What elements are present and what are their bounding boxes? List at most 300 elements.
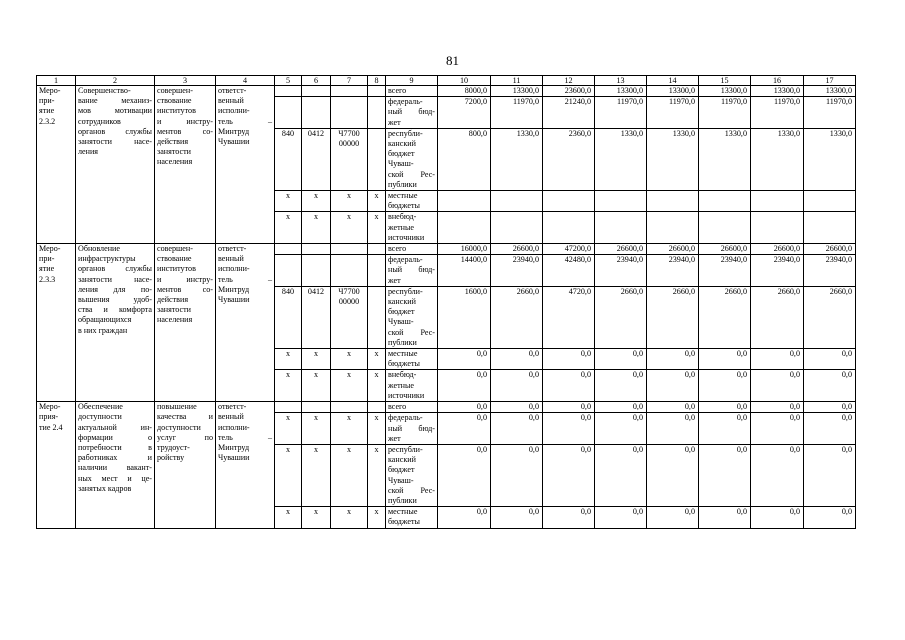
task-cell-line: ройству bbox=[157, 453, 185, 463]
column-number-1: 1 bbox=[37, 76, 76, 86]
amount-cell bbox=[647, 212, 699, 244]
funding-source-cell-line: канский bbox=[388, 455, 416, 465]
funding-source-cell-line: ской Рес- bbox=[388, 327, 435, 337]
task-cell-line: занятости bbox=[157, 147, 191, 157]
amount-cell: 13300,0 bbox=[699, 86, 751, 97]
column-number-14: 14 bbox=[647, 76, 699, 86]
amount-cell: 13300,0 bbox=[647, 86, 699, 97]
expense-type-cell: х bbox=[368, 507, 386, 528]
funding-source-cell-line: публики bbox=[388, 179, 417, 189]
goal-cell-line: органов службы bbox=[78, 264, 152, 274]
expense-type-cell bbox=[368, 97, 386, 129]
gr-code-cell: х bbox=[275, 444, 302, 506]
column-number-2: 2 bbox=[76, 76, 155, 86]
target-code-cell bbox=[331, 128, 368, 190]
amount-cell: 26600,0 bbox=[647, 244, 699, 255]
amount-cell bbox=[543, 191, 595, 212]
expense-type-cell: х bbox=[368, 349, 386, 370]
funding-source-cell bbox=[386, 86, 438, 97]
expense-type-cell bbox=[368, 244, 386, 255]
amount-cell: 0,0 bbox=[438, 402, 491, 413]
amount-cell: 0,0 bbox=[543, 507, 595, 528]
task-cell-line: ствование bbox=[157, 96, 192, 106]
amount-cell: 23600,0 bbox=[543, 86, 595, 97]
responsible-cell-line: Минтруд bbox=[218, 126, 250, 136]
target-code-cell bbox=[331, 507, 368, 528]
gr-code-cell: 840 bbox=[275, 286, 302, 348]
amount-cell: 2660,0 bbox=[595, 286, 647, 348]
responsible-cell-line: исполни- bbox=[218, 264, 250, 274]
responsible-cell-line: тель – bbox=[218, 116, 272, 126]
amount-cell bbox=[438, 191, 491, 212]
section-code-cell: х bbox=[302, 191, 331, 212]
funding-source-cell-line: местные bbox=[388, 349, 418, 359]
amount-cell: 0,0 bbox=[751, 507, 804, 528]
target-code-cell bbox=[331, 191, 368, 212]
amount-cell bbox=[543, 212, 595, 244]
responsible-cell-line: исполни- bbox=[218, 106, 250, 116]
target-code-cell-line: х bbox=[346, 413, 352, 423]
task-cell-line: ментов со- bbox=[157, 284, 213, 294]
funding-source-cell-line: бюджет bbox=[388, 307, 415, 317]
column-number-4: 4 bbox=[216, 76, 275, 86]
amount-cell: 0,0 bbox=[804, 370, 856, 402]
target-code-cell bbox=[331, 444, 368, 506]
funding-source-cell-line: Чуваш- bbox=[388, 475, 414, 485]
amount-cell: 0,0 bbox=[438, 349, 491, 370]
section-code-cell: х bbox=[302, 370, 331, 402]
amount-cell: 0,0 bbox=[804, 402, 856, 413]
funding-source-cell-line: бюджет bbox=[388, 149, 415, 159]
task-cell-line: населения bbox=[157, 315, 193, 325]
event-cell-line: ятие bbox=[39, 264, 55, 274]
goal-cell-line: ства и комфорта bbox=[78, 305, 152, 315]
amount-cell: 0,0 bbox=[699, 349, 751, 370]
amount-cell: 26600,0 bbox=[804, 244, 856, 255]
amount-cell: 0,0 bbox=[804, 444, 856, 506]
amount-cell: 0,0 bbox=[595, 370, 647, 402]
funding-source-cell bbox=[386, 286, 438, 348]
column-number-12: 12 bbox=[543, 76, 595, 86]
funding-source-cell-line: жетные bbox=[388, 222, 414, 232]
page-number: 81 bbox=[446, 53, 459, 68]
amount-cell: 13300,0 bbox=[751, 86, 804, 97]
amount-cell: 11970,0 bbox=[647, 97, 699, 129]
amount-cell: 0,0 bbox=[595, 413, 647, 445]
goal-cell-line: ления bbox=[78, 147, 99, 157]
column-number-5: 5 bbox=[275, 76, 302, 86]
task-cell-line: институтов bbox=[157, 106, 196, 116]
target-code-cell-line: х bbox=[346, 349, 352, 359]
amount-cell: 2660,0 bbox=[699, 286, 751, 348]
goal-cell-line: ных мест и це- bbox=[78, 473, 152, 483]
funding-source-cell bbox=[386, 212, 438, 244]
responsible-cell-line: Минтруд bbox=[218, 442, 250, 452]
task-cell bbox=[155, 86, 216, 244]
event-cell-line: при- bbox=[39, 96, 55, 106]
goal-cell-line: обращающихся bbox=[78, 315, 132, 325]
funding-source-cell-line: федераль- bbox=[388, 413, 423, 423]
responsible-cell-line: тель – bbox=[218, 274, 272, 284]
amount-cell: 0,0 bbox=[491, 349, 543, 370]
target-code-cell bbox=[331, 255, 368, 287]
funding-source-cell bbox=[386, 349, 438, 370]
amount-cell: 0,0 bbox=[491, 402, 543, 413]
event-cell-line: Меро- bbox=[39, 402, 61, 412]
funding-source-cell-line: публики bbox=[388, 337, 417, 347]
task-cell-line: услуг по bbox=[157, 432, 213, 442]
expense-type-cell bbox=[368, 86, 386, 97]
event-cell-line: тие 2.4 bbox=[39, 422, 63, 432]
expense-type-cell bbox=[368, 286, 386, 348]
gr-code-cell bbox=[275, 402, 302, 413]
amount-cell: 13300,0 bbox=[804, 86, 856, 97]
goal-cell bbox=[76, 402, 155, 528]
amount-cell: 23940,0 bbox=[751, 255, 804, 287]
amount-cell: 4720,0 bbox=[543, 286, 595, 348]
gr-code-cell bbox=[275, 255, 302, 287]
funding-source-cell bbox=[386, 507, 438, 528]
funding-source-cell-line: местные bbox=[388, 507, 418, 517]
amount-cell: 42480,0 bbox=[543, 255, 595, 287]
funding-source-cell-line: всего bbox=[388, 244, 407, 254]
funding-source-cell-line: республи- bbox=[388, 128, 423, 138]
amount-cell: 1330,0 bbox=[699, 128, 751, 190]
funding-source-cell-line: источники bbox=[388, 232, 425, 242]
responsible-cell-line: Минтруд bbox=[218, 284, 250, 294]
event-cell-line: 2.3.2 bbox=[39, 116, 56, 126]
target-code-cell-line: Ч7700 bbox=[338, 286, 360, 296]
gr-code-cell: х bbox=[275, 413, 302, 445]
funding-source-cell-line: бюджет bbox=[388, 465, 415, 475]
funding-source-cell-line: источники bbox=[388, 390, 425, 400]
funding-source-cell bbox=[386, 370, 438, 402]
gr-code-cell: х bbox=[275, 349, 302, 370]
funding-source-cell-line: федераль- bbox=[388, 255, 423, 265]
amount-cell: 0,0 bbox=[438, 413, 491, 445]
goal-cell-line: мов мотивации bbox=[78, 106, 152, 116]
amount-cell: 0,0 bbox=[491, 444, 543, 506]
column-number-15: 15 bbox=[699, 76, 751, 86]
amount-cell: 0,0 bbox=[595, 507, 647, 528]
event-cell bbox=[37, 244, 76, 402]
funding-source-cell bbox=[386, 444, 438, 506]
amount-cell: 16000,0 bbox=[438, 244, 491, 255]
task-cell-line: доступности bbox=[157, 422, 201, 432]
event-cell-line: 2.3.3 bbox=[39, 274, 56, 284]
amount-cell bbox=[751, 191, 804, 212]
gr-code-cell bbox=[275, 244, 302, 255]
target-code-cell bbox=[331, 286, 368, 348]
task-cell-line: ствование bbox=[157, 254, 192, 264]
section-code-cell: 0412 bbox=[302, 128, 331, 190]
funding-source-cell-line: ской Рес- bbox=[388, 485, 435, 495]
goal-cell-line: занятых кадров bbox=[78, 483, 132, 493]
amount-cell: 0,0 bbox=[699, 444, 751, 506]
amount-cell: 47200,0 bbox=[543, 244, 595, 255]
section-code-cell bbox=[302, 86, 331, 97]
amount-cell: 0,0 bbox=[543, 402, 595, 413]
funding-source-cell bbox=[386, 244, 438, 255]
responsible-cell-line: венный bbox=[218, 254, 244, 264]
amount-cell: 1330,0 bbox=[491, 128, 543, 190]
event-cell-line: при- bbox=[39, 254, 55, 264]
expense-type-cell: х bbox=[368, 370, 386, 402]
amount-cell: 800,0 bbox=[438, 128, 491, 190]
event-cell-line: ятие bbox=[39, 106, 55, 116]
responsible-cell-line: тель – bbox=[218, 432, 272, 442]
column-number-row bbox=[37, 76, 856, 86]
amount-cell: 0,0 bbox=[647, 349, 699, 370]
funding-source-cell bbox=[386, 191, 438, 212]
column-number-10: 10 bbox=[438, 76, 491, 86]
amount-cell: 11970,0 bbox=[751, 97, 804, 129]
amount-cell: 0,0 bbox=[595, 402, 647, 413]
expense-type-cell bbox=[368, 128, 386, 190]
amount-cell bbox=[491, 191, 543, 212]
responsible-cell bbox=[216, 402, 275, 528]
target-code-cell-line: х bbox=[346, 370, 352, 380]
amount-cell: 0,0 bbox=[647, 507, 699, 528]
task-cell-line: совершен- bbox=[157, 86, 193, 95]
goal-cell-line: актуальной ин- bbox=[78, 422, 152, 432]
task-cell-line: действия bbox=[157, 137, 189, 147]
responsible-cell-line: ответст- bbox=[218, 86, 247, 95]
amount-cell: 0,0 bbox=[595, 349, 647, 370]
amount-cell: 1330,0 bbox=[647, 128, 699, 190]
amount-cell: 11970,0 bbox=[699, 97, 751, 129]
section-code-cell bbox=[302, 402, 331, 413]
event-cell bbox=[37, 86, 76, 244]
target-code-cell-line: х bbox=[346, 212, 352, 222]
expense-type-cell: х bbox=[368, 444, 386, 506]
amount-cell: 2660,0 bbox=[647, 286, 699, 348]
amount-cell: 23940,0 bbox=[804, 255, 856, 287]
section-code-cell: х bbox=[302, 212, 331, 244]
amount-cell: 1330,0 bbox=[804, 128, 856, 190]
gr-code-cell: 840 bbox=[275, 128, 302, 190]
funding-source-cell-line: жет bbox=[388, 433, 401, 443]
funding-source-cell-line: Чуваш- bbox=[388, 317, 414, 327]
funding-source-cell-line: всего bbox=[388, 402, 407, 412]
responsible-cell-line: Чувашии bbox=[218, 137, 250, 147]
task-cell-line: действия bbox=[157, 295, 189, 305]
event-cell bbox=[37, 402, 76, 528]
target-code-cell bbox=[331, 97, 368, 129]
column-number-7: 7 bbox=[331, 76, 368, 86]
amount-cell: 8000,0 bbox=[438, 86, 491, 97]
funding-source-cell-line: всего bbox=[388, 86, 407, 95]
funding-source-cell bbox=[386, 255, 438, 287]
funding-source-cell-line: местные bbox=[388, 191, 418, 201]
expense-type-cell bbox=[368, 402, 386, 413]
target-code-cell bbox=[331, 86, 368, 97]
responsible-cell bbox=[216, 86, 275, 244]
column-number-17: 17 bbox=[804, 76, 856, 86]
goal-cell bbox=[76, 86, 155, 244]
funding-source-cell-line: внебюд- bbox=[388, 370, 417, 380]
amount-cell: 0,0 bbox=[699, 402, 751, 413]
amount-cell: 2660,0 bbox=[491, 286, 543, 348]
section-code-cell bbox=[302, 97, 331, 129]
goal-cell-line: Обновление bbox=[78, 244, 120, 254]
section-code-cell: 0412 bbox=[302, 286, 331, 348]
amount-cell: 0,0 bbox=[647, 370, 699, 402]
amount-cell: 0,0 bbox=[804, 349, 856, 370]
gr-code-cell: х bbox=[275, 370, 302, 402]
amount-cell: 0,0 bbox=[543, 413, 595, 445]
amount-cell bbox=[438, 212, 491, 244]
funding-source-cell-line: ный бюд- bbox=[388, 423, 435, 433]
expense-type-cell: х bbox=[368, 191, 386, 212]
funding-source-cell-line: канский bbox=[388, 297, 416, 307]
goal-cell bbox=[76, 244, 155, 402]
funding-source-cell-line: ской Рес- bbox=[388, 169, 435, 179]
amount-cell: 11970,0 bbox=[491, 97, 543, 129]
target-code-cell bbox=[331, 370, 368, 402]
amount-cell: 11970,0 bbox=[595, 97, 647, 129]
target-code-cell-line: Ч7700 bbox=[338, 128, 360, 138]
funding-source-cell-line: жет bbox=[388, 275, 401, 285]
amount-cell: 0,0 bbox=[543, 370, 595, 402]
responsible-cell bbox=[216, 244, 275, 402]
section-code-cell: х bbox=[302, 507, 331, 528]
event-cell-line: прия- bbox=[39, 412, 59, 422]
amount-cell bbox=[647, 191, 699, 212]
amount-cell: 13300,0 bbox=[595, 86, 647, 97]
amount-cell: 0,0 bbox=[647, 444, 699, 506]
budget-table bbox=[36, 75, 856, 529]
funding-source-cell-line: жет bbox=[388, 117, 401, 127]
funding-source-cell-line: внебюд- bbox=[388, 212, 417, 222]
task-cell-line: ментов со- bbox=[157, 126, 213, 136]
responsible-cell-line: Чувашии bbox=[218, 295, 250, 305]
gr-code-cell: х bbox=[275, 507, 302, 528]
amount-cell bbox=[804, 212, 856, 244]
amount-cell bbox=[751, 212, 804, 244]
amount-cell: 21240,0 bbox=[543, 97, 595, 129]
funding-source-cell-line: ный бюд- bbox=[388, 107, 435, 117]
amount-cell: 26600,0 bbox=[491, 244, 543, 255]
task-cell-line: занятости bbox=[157, 305, 191, 315]
column-number-13: 13 bbox=[595, 76, 647, 86]
goal-cell-line: вание механиз- bbox=[78, 96, 152, 106]
amount-cell: 23940,0 bbox=[647, 255, 699, 287]
amount-cell: 0,0 bbox=[543, 444, 595, 506]
funding-source-cell-line: ный бюд- bbox=[388, 265, 435, 275]
funding-source-cell bbox=[386, 128, 438, 190]
target-code-cell-line: 00000 bbox=[338, 139, 360, 149]
target-code-cell bbox=[331, 244, 368, 255]
gr-code-cell bbox=[275, 86, 302, 97]
amount-cell bbox=[699, 191, 751, 212]
amount-cell: 0,0 bbox=[751, 370, 804, 402]
expense-type-cell: х bbox=[368, 212, 386, 244]
amount-cell: 0,0 bbox=[751, 444, 804, 506]
responsible-cell-line: ответст- bbox=[218, 244, 247, 254]
amount-cell bbox=[595, 212, 647, 244]
amount-cell: 11970,0 bbox=[804, 97, 856, 129]
column-number-9: 9 bbox=[386, 76, 438, 86]
target-code-cell bbox=[331, 212, 368, 244]
goal-cell-line: органов службы bbox=[78, 126, 152, 136]
funding-source-cell-line: федераль- bbox=[388, 97, 423, 107]
task-cell bbox=[155, 244, 216, 402]
amount-cell: 0,0 bbox=[699, 413, 751, 445]
goal-cell-line: Совершенство- bbox=[78, 86, 131, 95]
amount-cell: 0,0 bbox=[804, 507, 856, 528]
amount-cell: 0,0 bbox=[491, 370, 543, 402]
amount-cell: 2660,0 bbox=[751, 286, 804, 348]
goal-cell-line: ления для по- bbox=[78, 284, 152, 294]
amount-cell: 0,0 bbox=[751, 349, 804, 370]
column-number-6: 6 bbox=[302, 76, 331, 86]
section-code-cell: х bbox=[302, 413, 331, 445]
amount-cell: 1330,0 bbox=[751, 128, 804, 190]
funding-source-cell bbox=[386, 402, 438, 413]
amount-cell: 0,0 bbox=[647, 413, 699, 445]
responsible-cell-line: венный bbox=[218, 412, 244, 422]
amount-cell: 13300,0 bbox=[491, 86, 543, 97]
event-cell-line: Меро- bbox=[39, 86, 61, 95]
funding-source-cell-line: республи- bbox=[388, 286, 423, 296]
target-code-cell bbox=[331, 402, 368, 413]
amount-cell: 0,0 bbox=[438, 444, 491, 506]
section-code-cell: х bbox=[302, 349, 331, 370]
task-cell-line: совершен- bbox=[157, 244, 193, 254]
column-number-8: 8 bbox=[368, 76, 386, 86]
amount-cell: 14400,0 bbox=[438, 255, 491, 287]
task-cell-line: и инстру- bbox=[157, 274, 213, 284]
funding-source-cell-line: республи- bbox=[388, 444, 423, 454]
goal-cell-line: вышения удоб- bbox=[78, 295, 152, 305]
task-cell-line: повышение bbox=[157, 402, 197, 412]
target-code-cell-line: х bbox=[346, 507, 352, 517]
target-code-cell-line: х bbox=[346, 444, 352, 454]
amount-cell: 23940,0 bbox=[595, 255, 647, 287]
amount-cell: 26600,0 bbox=[595, 244, 647, 255]
task-cell-line: трудоуст- bbox=[157, 442, 190, 452]
table-row bbox=[37, 244, 856, 255]
gr-code-cell bbox=[275, 97, 302, 129]
goal-cell-line: в них граждан bbox=[78, 325, 128, 335]
funding-source-cell bbox=[386, 413, 438, 445]
responsible-cell-line: венный bbox=[218, 96, 244, 106]
goal-cell-line: Обеспечение bbox=[78, 402, 123, 412]
expense-type-cell bbox=[368, 255, 386, 287]
amount-cell: 0,0 bbox=[491, 413, 543, 445]
amount-cell: 0,0 bbox=[699, 507, 751, 528]
goal-cell-line: наличии вакант- bbox=[78, 463, 152, 473]
goal-cell-line: доступности bbox=[78, 412, 122, 422]
table-body bbox=[37, 76, 856, 529]
task-cell bbox=[155, 402, 216, 528]
amount-cell: 0,0 bbox=[438, 370, 491, 402]
funding-source-cell bbox=[386, 97, 438, 129]
gr-code-cell: х bbox=[275, 212, 302, 244]
amount-cell: 2660,0 bbox=[804, 286, 856, 348]
funding-source-cell-line: Чуваш- bbox=[388, 159, 414, 169]
task-cell-line: качества и bbox=[157, 412, 213, 422]
amount-cell: 0,0 bbox=[699, 370, 751, 402]
section-code-cell bbox=[302, 244, 331, 255]
amount-cell: 26600,0 bbox=[699, 244, 751, 255]
section-code-cell: х bbox=[302, 444, 331, 506]
funding-source-cell-line: публики bbox=[388, 495, 417, 505]
column-number-16: 16 bbox=[751, 76, 804, 86]
amount-cell: 0,0 bbox=[647, 402, 699, 413]
target-code-cell bbox=[331, 349, 368, 370]
